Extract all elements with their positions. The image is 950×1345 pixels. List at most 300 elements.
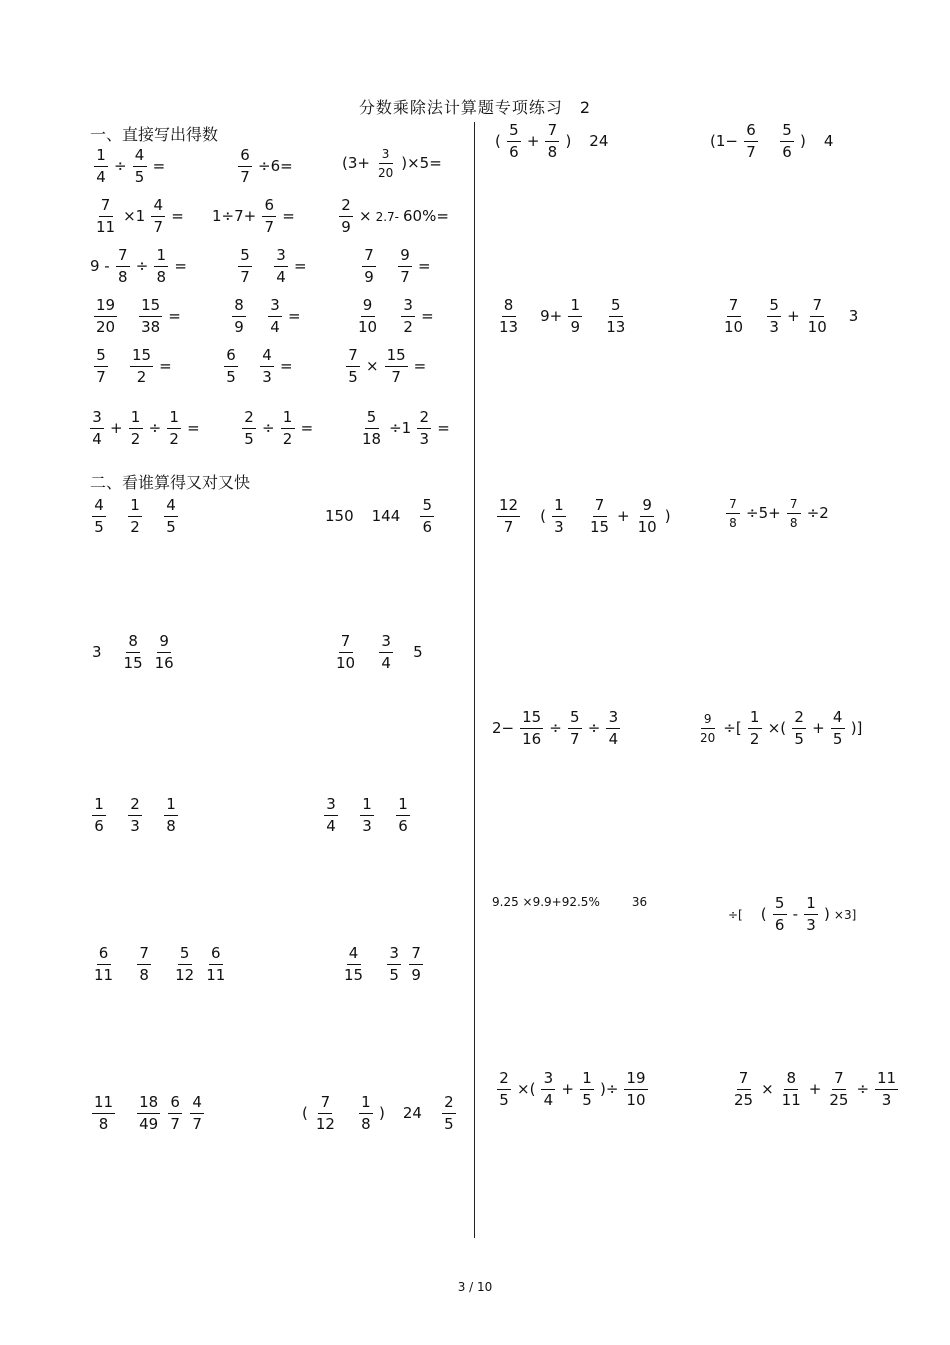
numerator: 3 — [379, 634, 393, 653]
numerator: 1 — [167, 410, 181, 429]
denominator: 6 — [509, 143, 519, 161]
denominator: 5 — [226, 368, 236, 386]
exercise-R3 — [493, 298, 631, 335]
numerator: 4 — [92, 498, 106, 517]
fraction — [806, 298, 829, 335]
fraction — [262, 198, 276, 235]
math-token: ÷[ — [728, 907, 743, 922]
fraction — [773, 896, 787, 933]
numerator: 15 — [130, 348, 153, 367]
math-token: ×1 — [123, 207, 146, 225]
denominator: 2 — [403, 318, 413, 336]
math-token: ) — [824, 905, 830, 923]
math-token: ÷5+ — [746, 504, 781, 522]
denominator: 6 — [94, 817, 104, 835]
exercise-L14 — [220, 348, 295, 385]
numerator: 6 — [168, 1095, 182, 1114]
numerator: 9 — [640, 498, 654, 517]
fraction — [831, 710, 845, 747]
numerator: 6 — [224, 348, 238, 367]
fraction — [137, 946, 151, 983]
math-token: = — [300, 419, 314, 437]
fraction — [624, 1071, 647, 1108]
denominator: 9 — [341, 218, 351, 236]
exercise-L28 — [300, 1095, 460, 1132]
numerator: 9 — [701, 713, 715, 729]
numerator: 15 — [139, 298, 162, 317]
exercise-L12 — [352, 298, 436, 335]
exercise-L23 — [88, 797, 182, 834]
fraction — [497, 1071, 511, 1108]
denominator: 8 — [139, 966, 149, 984]
exercise-L7 — [88, 248, 189, 285]
fraction — [90, 410, 104, 447]
math-token: (1− — [710, 132, 738, 150]
math-token: ( — [540, 507, 546, 525]
numerator: 3 — [401, 298, 415, 317]
numerator: 1 — [92, 797, 106, 816]
exercise-L4 — [90, 198, 186, 235]
denominator: 5 — [166, 518, 176, 536]
page-total: 10 — [477, 1280, 493, 1294]
denominator: 8 — [117, 268, 128, 286]
math-token: 9 - — [90, 257, 110, 275]
fraction — [167, 410, 181, 447]
denominator: 2 — [130, 518, 140, 536]
numerator: 3 — [324, 797, 338, 816]
denominator: 6 — [398, 817, 408, 835]
fraction — [507, 123, 521, 160]
numerator: 5 — [773, 896, 787, 915]
numerator: 1 — [128, 498, 142, 517]
numerator: 4 — [831, 710, 845, 729]
fraction — [139, 298, 162, 335]
denominator: 5 — [348, 368, 358, 386]
numerator: 3 — [90, 410, 104, 429]
numerator: 4 — [151, 198, 165, 217]
numerator: 1 — [359, 1095, 373, 1114]
math-token: = — [159, 357, 172, 375]
math-token: 3 — [92, 643, 102, 661]
numerator: 4 — [164, 498, 178, 517]
math-token: 2.7- — [375, 209, 399, 224]
denominator: 11 — [206, 966, 226, 984]
section-title-1: 一、直接写出得数 — [90, 125, 219, 144]
math-token: 1÷7+ — [212, 207, 257, 225]
math-token: = — [418, 257, 431, 275]
numerator: 9 — [398, 248, 412, 267]
denominator: 7 — [391, 368, 401, 386]
math-token: = — [171, 207, 184, 225]
numerator: 7 — [727, 298, 741, 317]
fraction — [780, 123, 794, 160]
numerator: 5 — [365, 410, 379, 429]
exercise-R5 — [493, 498, 673, 535]
numerator: 1 — [804, 896, 818, 915]
denominator: 3 — [262, 368, 272, 386]
exercise-L15 — [342, 348, 428, 385]
fraction — [376, 148, 395, 179]
denominator: 4 — [381, 654, 391, 672]
fraction — [314, 1095, 337, 1132]
numerator: 19 — [94, 298, 117, 317]
denominator: 11 — [96, 218, 116, 236]
numerator: 1 — [552, 498, 566, 517]
math-token: ×( — [767, 719, 787, 737]
math-token: ) — [799, 132, 806, 150]
numerator: 7 — [137, 946, 151, 965]
denominator: 5 — [444, 1115, 454, 1133]
denominator: 5 — [389, 966, 399, 984]
fraction — [396, 797, 410, 834]
numerator: 3 — [387, 946, 401, 965]
fraction — [137, 1095, 160, 1132]
section-title-2: 二、看谁算得又对又快 — [90, 473, 251, 492]
numerator: 3 — [268, 298, 282, 317]
numerator: 7 — [810, 298, 824, 317]
denominator: 12 — [315, 1115, 335, 1133]
numerator: 12 — [497, 498, 520, 517]
fraction — [122, 634, 145, 671]
denominator: 8 — [98, 1115, 109, 1133]
denominator: 6 — [782, 143, 792, 161]
denominator: 4 — [543, 1091, 554, 1109]
fraction — [401, 298, 415, 335]
denominator: 2 — [136, 368, 147, 386]
numerator: 3 — [541, 1071, 555, 1090]
numerator: 11 — [92, 1095, 115, 1114]
numerator: 5 — [178, 946, 192, 965]
exercise-L6 — [335, 198, 451, 235]
denominator: 49 — [139, 1115, 159, 1133]
denominator: 9 — [364, 268, 374, 286]
fraction — [497, 498, 520, 535]
fraction — [164, 797, 178, 834]
fraction — [792, 710, 806, 747]
fraction — [362, 248, 376, 285]
numerator: 7 — [593, 498, 607, 517]
exercise-L24 — [320, 797, 414, 834]
math-token: ÷1 — [389, 419, 412, 437]
denominator: 10 — [724, 318, 744, 336]
denominator: 7 — [240, 168, 250, 186]
denominator: 3 — [554, 518, 564, 536]
math-token: 2− — [492, 719, 515, 737]
math-token: - — [792, 905, 799, 923]
denominator: 5 — [94, 518, 104, 536]
denominator: 11 — [94, 966, 114, 984]
fraction — [420, 498, 434, 535]
math-token: ÷ — [148, 419, 162, 437]
fraction — [92, 1095, 115, 1132]
math-token: ÷2 — [806, 504, 829, 522]
fraction — [636, 498, 659, 535]
fraction — [190, 1095, 204, 1132]
denominator: 25 — [734, 1091, 754, 1109]
numerator: 5 — [238, 248, 252, 267]
exercise-L11 — [228, 298, 303, 335]
exercise-R2 — [708, 123, 835, 160]
exercise-L26 — [338, 946, 427, 983]
exercise-R8 — [694, 710, 864, 747]
math-token: × — [761, 1080, 774, 1098]
math-token: × — [359, 207, 372, 225]
fraction — [133, 148, 147, 185]
denominator: 7 — [264, 218, 274, 236]
math-token: = — [437, 419, 450, 437]
fraction — [238, 148, 252, 185]
numerator: 2 — [128, 797, 142, 816]
math-token: + — [526, 132, 540, 150]
denominator: 10 — [637, 518, 657, 536]
denominator: 4 — [326, 817, 336, 835]
exercise-R1 — [493, 123, 610, 160]
fraction — [398, 248, 412, 285]
exercise-L10 — [90, 298, 183, 335]
fraction — [153, 634, 176, 671]
denominator: 13 — [499, 318, 519, 336]
denominator: 10 — [626, 1091, 646, 1109]
math-token: 9+ — [540, 307, 563, 325]
fraction — [92, 946, 115, 983]
exercise-L18 — [356, 410, 452, 447]
denominator: 9 — [570, 318, 580, 336]
exercise-L2 — [234, 148, 295, 185]
exercise-L9 — [358, 248, 433, 285]
denominator: 20 — [377, 166, 394, 180]
numerator: 6 — [262, 198, 276, 217]
fraction — [360, 797, 374, 834]
numerator: 1 — [281, 410, 295, 429]
math-token: = — [282, 207, 295, 225]
numerator: 7 — [726, 498, 740, 514]
denominator: 4 — [276, 268, 286, 286]
fraction — [324, 797, 338, 834]
math-token: 3 — [848, 307, 859, 325]
fraction — [497, 298, 520, 335]
math-token: ( — [302, 1104, 308, 1122]
numerator: 19 — [624, 1071, 647, 1090]
exercise-L13 — [90, 348, 174, 385]
fraction — [346, 348, 360, 385]
math-token: 5 — [413, 643, 423, 661]
math-token: ÷6= — [258, 157, 293, 175]
math-token: ÷ — [549, 719, 562, 737]
numerator: 5 — [94, 348, 108, 367]
fraction — [129, 410, 143, 447]
denominator: 13 — [606, 318, 626, 336]
numerator: 3 — [606, 710, 620, 729]
fraction — [92, 498, 106, 535]
denominator: 8 — [166, 817, 176, 835]
exercise-R4 — [718, 298, 860, 335]
exercise-L25 — [88, 946, 231, 983]
exercise-L8 — [234, 248, 309, 285]
numerator: 5 — [507, 123, 521, 142]
fraction — [94, 198, 117, 235]
fraction — [92, 797, 106, 834]
math-token: = — [421, 307, 434, 325]
fraction — [281, 410, 295, 447]
exercise-L20 — [323, 498, 438, 535]
denominator: 9 — [411, 966, 421, 984]
math-token: + — [787, 307, 800, 325]
fraction — [520, 710, 543, 747]
numerator: 5 — [420, 498, 434, 517]
fraction — [541, 1071, 555, 1108]
fraction — [804, 896, 818, 933]
math-token: 150 — [325, 507, 354, 525]
math-token: ×( — [517, 1080, 536, 1098]
numerator: 9 — [157, 634, 171, 653]
denominator: 7 — [503, 518, 514, 536]
math-token: = — [187, 419, 200, 437]
fraction — [94, 148, 108, 185]
numerator: 3 — [379, 148, 393, 164]
denominator: 9 — [234, 318, 244, 336]
numerator: 2 — [339, 198, 353, 217]
math-token: )÷ — [600, 1080, 619, 1098]
fraction — [94, 298, 117, 335]
numerator: 8 — [502, 298, 516, 317]
denominator: 8 — [156, 268, 167, 286]
denominator: 5 — [582, 1091, 592, 1109]
math-token: 60%= — [403, 207, 449, 225]
numerator: 7 — [362, 248, 376, 267]
math-token: × — [366, 357, 379, 375]
numerator: 1 — [360, 797, 374, 816]
denominator: 15 — [589, 518, 610, 536]
denominator: 6 — [422, 518, 433, 536]
fraction — [698, 713, 717, 744]
numerator: 6 — [209, 946, 223, 965]
fraction — [128, 797, 142, 834]
exercise-L16 — [86, 410, 202, 447]
denominator: 10 — [358, 318, 378, 336]
numerator: 1 — [164, 797, 178, 816]
denominator: 8 — [361, 1115, 371, 1133]
denominator: 7 — [400, 268, 410, 286]
page-number: 3 — [457, 1280, 466, 1294]
fraction — [238, 248, 252, 285]
math-token: + — [808, 1080, 822, 1098]
denominator: 12 — [175, 966, 195, 984]
denominator: 3 — [806, 916, 816, 934]
fraction — [164, 498, 178, 535]
fraction — [722, 298, 745, 335]
denominator: 15 — [123, 654, 143, 672]
denominator: 10 — [807, 318, 827, 336]
math-token: = — [168, 307, 181, 325]
exercise-L3 — [340, 148, 444, 179]
fraction — [568, 710, 582, 747]
denominator: 16 — [522, 730, 542, 748]
numerator: 5 — [780, 123, 794, 142]
denominator: 2 — [749, 730, 760, 748]
fraction — [827, 1071, 850, 1108]
exercise-L5 — [210, 198, 297, 235]
exercise-L1 — [90, 148, 167, 185]
fraction — [151, 198, 165, 235]
exercise-R9 — [490, 896, 649, 908]
denominator: 8 — [729, 516, 737, 530]
numerator: 6 — [97, 946, 111, 965]
denominator: 3 — [881, 1091, 892, 1109]
denominator: 6 — [774, 916, 785, 934]
fraction — [744, 123, 758, 160]
denominator: 20 — [700, 731, 716, 745]
numerator: 2 — [417, 410, 431, 429]
fraction — [379, 634, 393, 671]
numerator: 8 — [784, 1071, 798, 1090]
denominator: 5 — [794, 730, 804, 748]
denominator: 4 — [608, 730, 619, 748]
fraction — [606, 710, 620, 747]
denominator: 5 — [134, 168, 145, 186]
fraction — [604, 298, 627, 335]
numerator: 4 — [347, 946, 361, 965]
fraction — [334, 634, 357, 671]
numerator: 7 — [116, 248, 130, 267]
numerator: 8 — [126, 634, 140, 653]
math-token: )] — [850, 719, 863, 737]
fraction — [94, 348, 108, 385]
numerator: 1 — [580, 1071, 594, 1090]
fraction — [748, 710, 762, 747]
fraction — [116, 248, 130, 285]
math-token: = — [288, 307, 301, 325]
math-token: )×5= — [401, 154, 442, 172]
exercise-L22 — [330, 634, 425, 671]
denominator: 8 — [789, 516, 798, 530]
fraction — [726, 498, 740, 529]
fraction — [875, 1071, 898, 1108]
math-token: ( — [760, 905, 767, 923]
fraction — [732, 1071, 755, 1108]
denominator: 7 — [153, 218, 163, 236]
numerator: 18 — [137, 1095, 160, 1114]
exercise-R6 — [722, 498, 831, 529]
fraction — [274, 248, 288, 285]
math-token: + — [561, 1080, 574, 1098]
fraction — [154, 248, 168, 285]
math-token: 24 — [589, 132, 609, 150]
fraction — [268, 298, 282, 335]
numerator: 1 — [396, 797, 410, 816]
numerator: 4 — [190, 1095, 204, 1114]
denominator: 11 — [781, 1091, 801, 1109]
numerator: 4 — [260, 348, 274, 367]
numerator: 7 — [737, 1071, 751, 1090]
fraction — [128, 498, 142, 535]
fraction — [356, 298, 379, 335]
numerator: 15 — [385, 348, 408, 367]
numerator: 8 — [232, 298, 246, 317]
numerator: 2 — [497, 1071, 511, 1090]
math-token: (3+ — [342, 154, 370, 172]
denominator: 38 — [141, 318, 161, 336]
denominator: 2 — [130, 430, 141, 448]
numerator: 5 — [767, 298, 781, 317]
exercise-L19 — [88, 498, 182, 535]
exercise-L27 — [88, 1095, 208, 1132]
numerator: 5 — [568, 710, 582, 729]
fraction — [767, 298, 781, 335]
numerator: 7 — [346, 348, 360, 367]
math-token: 9.25 ×9.9+92.5% — [492, 895, 600, 909]
math-token: = — [152, 157, 166, 175]
denominator: 4 — [96, 168, 106, 186]
